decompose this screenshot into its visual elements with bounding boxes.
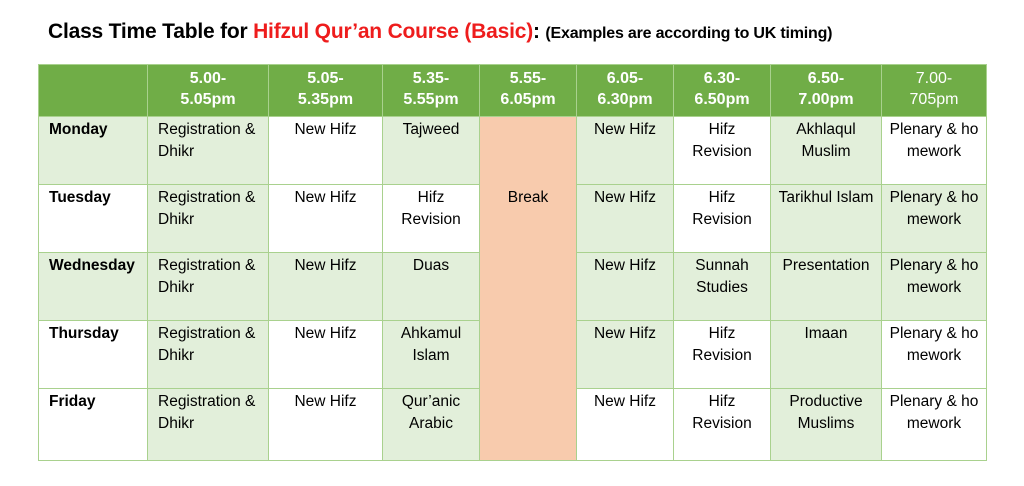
header-slot-7: 6.50- 7.00pm	[771, 65, 882, 117]
header-slot-2: 5.05- 5.35pm	[269, 65, 383, 117]
table-cell: Hifz Revision	[674, 321, 771, 389]
table-cell: New Hifz	[577, 117, 674, 185]
table-cell: Akhlaqul Muslim	[771, 117, 882, 185]
table-cell: New Hifz	[577, 253, 674, 321]
header-slot-6: 6.30- 6.50pm	[674, 65, 771, 117]
header-slot-4: 5.55- 6.05pm	[480, 65, 577, 117]
table-cell: Tarikhul Islam	[771, 185, 882, 253]
header-slot-8: 7.00- 705pm	[882, 65, 987, 117]
header-slot-1: 5.00- 5.05pm	[148, 65, 269, 117]
header-row	[39, 65, 987, 117]
day-label: Tuesday	[39, 185, 148, 253]
course-name: Hifzul Qur’an Course (Basic)	[253, 20, 533, 43]
table-cell: Sunnah Studies	[674, 253, 771, 321]
table-cell: Registration & Dhikr	[148, 321, 269, 389]
header-slot-5: 6.05- 6.30pm	[577, 65, 674, 117]
page-title	[48, 20, 832, 44]
table-cell: New Hifz	[577, 389, 674, 461]
timing-note: (Examples are according to UK timing)	[545, 25, 833, 42]
table-cell: New Hifz	[577, 185, 674, 253]
timetable	[38, 64, 987, 461]
table-cell: Productive Muslims	[771, 389, 882, 461]
table-cell: New Hifz	[269, 321, 383, 389]
table-cell: Hifz Revision	[383, 185, 480, 253]
table-cell: Plenary & homework	[882, 185, 987, 253]
table-cell: New Hifz	[269, 185, 383, 253]
table-cell: Presentation	[771, 253, 882, 321]
table-cell: Registration & Dhikr	[148, 117, 269, 185]
day-label: Monday	[39, 117, 148, 185]
table-cell: Hifz Revision	[674, 389, 771, 461]
table-row-monday	[39, 117, 987, 185]
table-cell: Plenary & homework	[882, 253, 987, 321]
table-cell: Registration & Dhikr	[148, 253, 269, 321]
table-cell: Registration & Dhikr	[148, 185, 269, 253]
table-cell: New Hifz	[269, 253, 383, 321]
table-cell: New Hifz	[577, 321, 674, 389]
day-label: Wednesday	[39, 253, 148, 321]
day-label: Friday	[39, 389, 148, 461]
table-cell: Ahkamul Islam	[383, 321, 480, 389]
table-cell: Qur’anic Arabic	[383, 389, 480, 461]
table-cell: Plenary & homework	[882, 321, 987, 389]
title-prefix: Class Time Table for	[48, 20, 254, 43]
table-cell: New Hifz	[269, 389, 383, 461]
table-cell: Hifz Revision	[674, 185, 771, 253]
table-cell: Duas	[383, 253, 480, 321]
table-cell: Hifz Revision	[674, 117, 771, 185]
table-cell: New Hifz	[269, 117, 383, 185]
day-label: Thursday	[39, 321, 148, 389]
break-cell	[480, 117, 577, 461]
title-colon: :	[532, 20, 540, 43]
break-label: Break	[507, 189, 549, 206]
table-cell: Registration & Dhikr	[148, 389, 269, 461]
header-slot-3: 5.35- 5.55pm	[383, 65, 480, 117]
table-cell: Plenary & homework	[882, 389, 987, 461]
header-corner	[39, 65, 148, 117]
table-cell: Imaan	[771, 321, 882, 389]
table-cell: Plenary & homework	[882, 117, 987, 185]
table-cell: Tajweed	[383, 117, 480, 185]
